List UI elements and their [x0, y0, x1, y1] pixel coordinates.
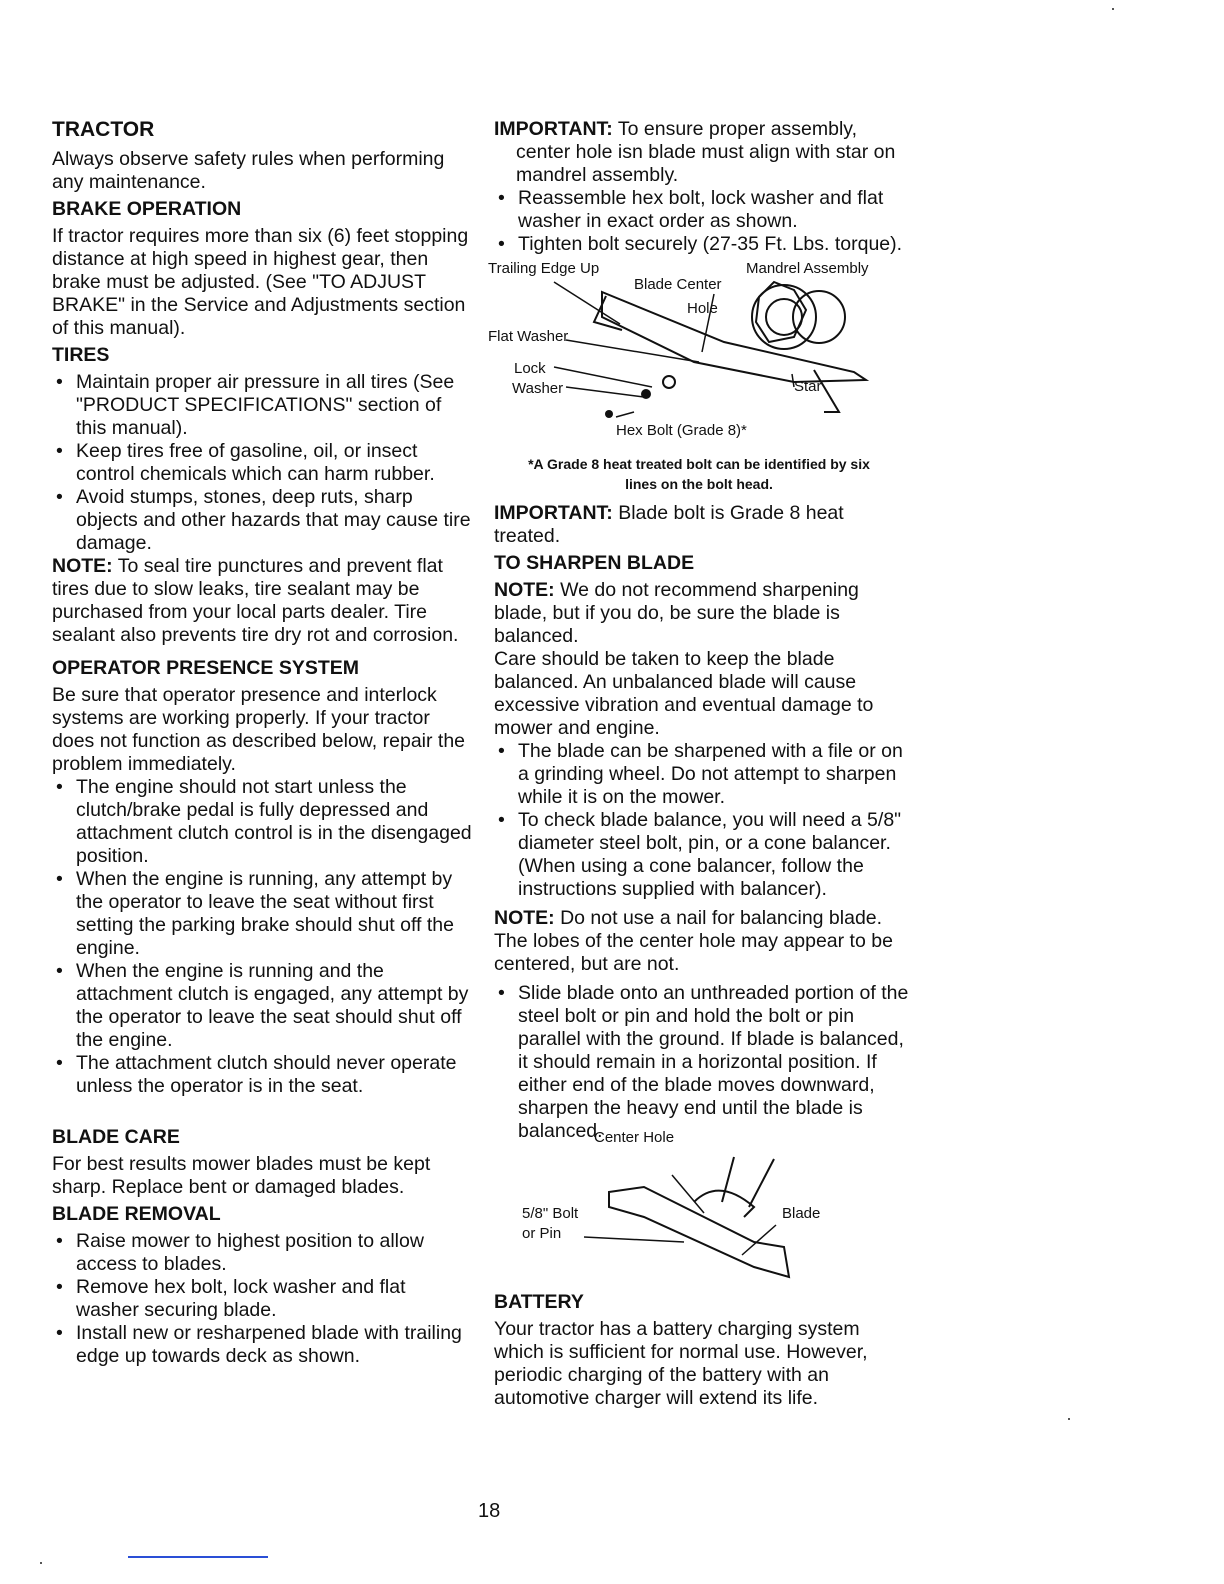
label-hole: Hole	[687, 300, 718, 317]
heading-blade-removal: BLADE REMOVAL	[52, 1203, 221, 1225]
blade-assembly-figure	[488, 260, 914, 452]
section-title-tractor: TRACTOR	[52, 118, 155, 141]
tires-note	[52, 555, 472, 647]
ops-list	[52, 776, 472, 1098]
right-column	[488, 118, 914, 1410]
note-text: We do not recommend sharpening blade, but if you do, be sure the blade is balanced.	[494, 579, 859, 647]
nail-note	[494, 907, 914, 976]
tires-list	[52, 371, 472, 555]
label-hex-bolt: Hex Bolt (Grade 8)*	[616, 422, 747, 439]
heading-brake-operation: BRAKE OPERATION	[52, 198, 242, 220]
footnote-line: *A Grade 8 heat treated bolt can be identified by six	[528, 456, 870, 472]
heading-battery: BATTERY	[494, 1291, 584, 1313]
important-text: To ensure proper assembly, center hole isn blade must align with star on mandrel assembly.	[516, 118, 896, 186]
scan-speck	[40, 1562, 42, 1564]
label-star: Star	[794, 378, 822, 395]
important-label: IMPORTANT:	[494, 118, 613, 140]
tractor-intro: Always observe safety rules when performing any maintenance.	[52, 148, 445, 193]
grade8-footnote	[484, 454, 914, 494]
balance-list	[494, 982, 914, 1143]
heading-sharpen-blade: TO SHARPEN BLADE	[494, 552, 695, 574]
sharpen-list	[494, 740, 914, 901]
label-washer: Washer	[512, 380, 564, 397]
label-mandrel-assembly: Mandrel Assembly	[746, 260, 869, 277]
important-grade8	[494, 502, 914, 548]
list-item: • To check blade balance, you will need a 5/8" diameter steel bolt, pin, or a cone balancer. (When using a cone balancer, follow the instructions supplied with balancer).	[494, 809, 914, 901]
note-label: NOTE:	[494, 579, 555, 601]
important-label: IMPORTANT:	[494, 502, 613, 524]
label-trailing-edge: Trailing Edge Up	[488, 260, 600, 277]
note-label: NOTE:	[494, 907, 555, 929]
heading-tires: TIRES	[52, 344, 110, 366]
left-column	[52, 118, 472, 1368]
list-item: • Tighten bolt securely (27-35 Ft. Lbs. torque).	[494, 233, 914, 256]
list-item: • Raise mower to highest position to allow access to blades.	[52, 1230, 472, 1276]
list-item: • Avoid stumps, stones, deep ruts, sharp objects and other hazards that may cause tire damage.	[52, 486, 472, 555]
label-or-pin: or Pin	[522, 1225, 562, 1242]
brake-text: If tractor requires more than six (6) feet stopping distance at high speed in highest gear, then brake must be adjusted. (See "TO ADJUST BRAKE" in the Service and Adjustments section of this manual).	[52, 225, 469, 339]
label-center-hole: Center Hole	[594, 1129, 675, 1146]
important-text: Blade bolt is Grade 8 heat treated.	[494, 502, 844, 547]
note-text: To seal tire punctures and prevent flat tires due to slow leaks, tire sealant may be purchased from your local parts dealer. Tire sealant also prevents tire dry rot and corrosion.	[52, 555, 459, 646]
list-item: • Install new or resharpened blade with trailing edge up towards deck as shown.	[52, 1322, 472, 1368]
blade-care-text: For best results mower blades must be kept sharp. Replace bent or damaged blades.	[52, 1153, 431, 1198]
label-blade-center: Blade Center	[634, 276, 722, 293]
list-item: • The attachment clutch should never operate unless the operator is in the seat.	[52, 1052, 472, 1098]
ops-text: Be sure that operator presence and interlock systems are working properly. If your tractor does not function as described below, repair the problem immediately.	[52, 684, 466, 775]
label-bolt: 5/8" Bolt	[522, 1205, 579, 1222]
note-text: Do not use a nail for balancing blade. The lobes of the center hole may appear to be centered, but are not.	[494, 907, 893, 975]
label-blade: Blade	[782, 1205, 821, 1222]
note-label: NOTE:	[52, 555, 113, 577]
list-item: • The engine should not start unless the clutch/brake pedal is fully depressed and attachment clutch control is in the disengaged position.	[52, 776, 472, 868]
list-item: • The blade can be sharpened with a file or on a grinding wheel. Do not attempt to sharpen while it is on the mower.	[494, 740, 914, 809]
page-number: 18	[478, 1500, 501, 1522]
list-item: • When the engine is running and the attachment clutch is engaged, any attempt by the operator to leave the seat should shut off the engine.	[52, 960, 472, 1052]
list-item: • Slide blade onto an unthreaded portion of the steel bolt or pin and hold the bolt or pin parallel with the ground. If blade is balanced, it should remain in a horizontal position. If either end of the blade moves downward, sharpen the heavy end until the blade is balanced.	[494, 982, 914, 1143]
battery-text: Your tractor has a battery charging system which is sufficient for normal use. However, periodic charging of the battery with an automotive charger will extend its life.	[494, 1318, 868, 1409]
heading-blade-care: BLADE CARE	[52, 1126, 180, 1148]
important-assembly	[494, 118, 914, 187]
list-item: • Remove hex bolt, lock washer and flat washer securing blade.	[52, 1276, 472, 1322]
list-item: • Reassemble hex bolt, lock washer and flat washer in exact order as shown.	[494, 187, 914, 233]
blade-balance-figure	[494, 1129, 914, 1287]
list-item: • Maintain proper air pressure in all tires (See "PRODUCT SPECIFICATIONS" section of this manual).	[52, 371, 472, 440]
assembly-list	[494, 187, 914, 256]
scan-artifact-line	[128, 1556, 268, 1558]
heading-operator-presence: OPERATOR PRESENCE SYSTEM	[52, 657, 360, 679]
list-item: • Keep tires free of gasoline, oil, or insect control chemicals which can harm rubber.	[52, 440, 472, 486]
sharpen-text: Care should be taken to keep the blade balanced. An unbalanced blade will cause excessive vibration and eventual damage to mower and engine.	[494, 648, 874, 739]
sharpen-note	[494, 579, 914, 648]
scan-speck	[1112, 8, 1114, 10]
label-flat-washer: Flat Washer	[488, 328, 569, 345]
list-item: • When the engine is running, any attempt by the operator to leave the seat without first setting the parking brake should shut off the engine.	[52, 868, 472, 960]
footnote-line: lines on the bolt head.	[625, 476, 773, 492]
scan-speck	[1068, 1418, 1070, 1420]
blade-removal-list	[52, 1230, 472, 1368]
label-lock: Lock	[514, 360, 546, 377]
